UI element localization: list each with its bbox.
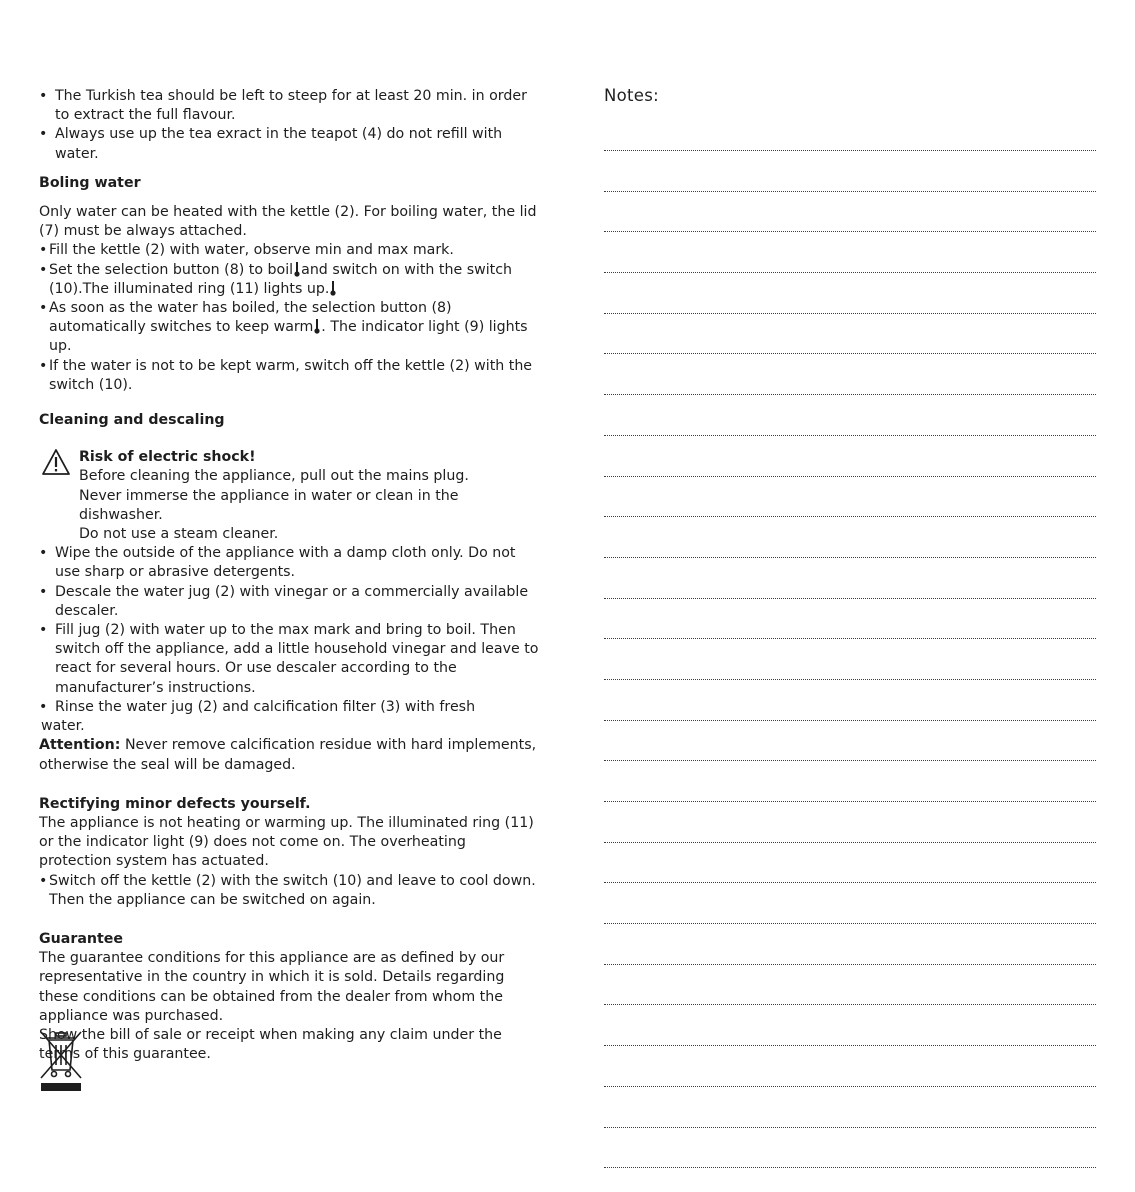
- note-line: [604, 1005, 1096, 1046]
- notes-title: Notes:: [604, 86, 660, 105]
- note-line: [604, 517, 1096, 558]
- note-line: [604, 843, 1096, 884]
- thermometer-icon: [330, 280, 336, 296]
- note-line: [604, 721, 1096, 762]
- list-item: • Switch off the kettle (2) with the switch (10) and leave to cool down. Then the appliance can be switched on again.: [39, 872, 536, 908]
- thermometer-icon: [294, 261, 300, 277]
- note-line: [604, 314, 1096, 355]
- warning-line: Before cleaning the appliance, pull out the mains plug.: [79, 468, 469, 485]
- guarantee-text: Show the bill of sale or receipt when making any claim under the terms of this guarantee.: [39, 1026, 502, 1063]
- note-line: [604, 680, 1096, 721]
- guarantee-text: The guarantee conditions for this appliance are as defined by our representative in the country in which it is sold. Details regarding these conditions can be obtained from the dealer from whom the appliance was purchased.: [39, 950, 505, 1024]
- note-line: [604, 883, 1096, 924]
- section-heading-guarantee: Guarantee: [39, 930, 124, 947]
- note-line: [604, 395, 1096, 436]
- note-line: [604, 123, 1096, 151]
- manual-text-column: [39, 87, 539, 1064]
- thermometer-icon: [314, 318, 320, 334]
- note-line: [604, 477, 1096, 518]
- note-line: [604, 802, 1096, 843]
- section-heading-boiling: Boling water: [39, 174, 141, 191]
- note-line: [604, 924, 1096, 965]
- rinse-continuation: water.: [41, 718, 85, 735]
- list-item: • As soon as the water has boiled, the selection button (8) automatically switches to keep warm . The indicator light (9) lights up.: [39, 300, 528, 355]
- list-item: • Descale the water jug (2) with vinegar or a commercially available descaler.: [39, 583, 529, 619]
- notes-section: [604, 85, 1096, 1168]
- warning-line: Never immerse the appliance in water or clean in the dishwasher.: [79, 487, 459, 523]
- note-line: [604, 558, 1096, 599]
- note-line: [604, 436, 1096, 477]
- list-item: • If the water is not to be kept warm, switch off the kettle (2) with the switch (10).: [39, 357, 533, 393]
- note-line: [604, 639, 1096, 680]
- crossed-out-bin-icon: [38, 1030, 84, 1092]
- warning-title: Risk of electric shock!: [79, 449, 256, 466]
- note-line: [604, 599, 1096, 640]
- note-line: [604, 192, 1096, 233]
- section-heading-cleaning: Cleaning and descaling: [39, 412, 225, 429]
- electric-shock-warning: [39, 448, 539, 544]
- defects-text: The appliance is not heating or warming up. The illuminated ring (11) or the indicator light (9) does not come on. The overheating protection system has actuated.: [39, 814, 534, 870]
- attention-label: Attention:: [39, 737, 121, 754]
- list-item: • Wipe the outside of the appliance with a damp cloth only. Do not use sharp or abrasive detergents.: [39, 545, 516, 581]
- note-line: [604, 232, 1096, 273]
- warning-line: Do not use a steam cleaner.: [79, 526, 279, 543]
- section-heading-defects: Rectifying minor defects yourself.: [39, 795, 311, 812]
- list-item: • Rinse the water jug (2) and calcification filter (3) with fresh: [39, 698, 476, 715]
- note-line: [604, 151, 1096, 192]
- note-line: [604, 1046, 1096, 1087]
- list-item: • Set the selection button (8) to boil and switch on with the switch (10).The illuminated ring (11) lights up.: [39, 261, 513, 297]
- note-line: [604, 761, 1096, 802]
- note-line: [604, 1128, 1096, 1169]
- list-item: • Always use up the tea exract in the teapot (4) do not refill with water.: [39, 126, 503, 162]
- warning-triangle-icon: [41, 448, 71, 476]
- list-item: • The Turkish tea should be left to steep for at least 20 min. in order to extract the full flavour.: [39, 88, 527, 124]
- note-line: [604, 354, 1096, 395]
- note-line: [604, 1087, 1096, 1128]
- list-item: • Fill jug (2) with water up to the max mark and bring to boil. Then switch off the appliance, add a little household vinegar and leave to react for several hours. Or use descaler according to the manufacturer’s instructions.: [39, 622, 539, 696]
- list-item: • Fill the kettle (2) with water, observe min and max mark.: [39, 242, 454, 259]
- attention-note: Attention: Never remove calcification residue with hard implements, otherwise the seal will be damaged.: [39, 737, 537, 773]
- note-line: [604, 965, 1096, 1006]
- notes-lines: [604, 123, 1096, 1168]
- boiling-intro: Only water can be heated with the kettle (2). For boiling water, the lid (7) must be always attached.: [39, 204, 537, 240]
- note-line: [604, 273, 1096, 314]
